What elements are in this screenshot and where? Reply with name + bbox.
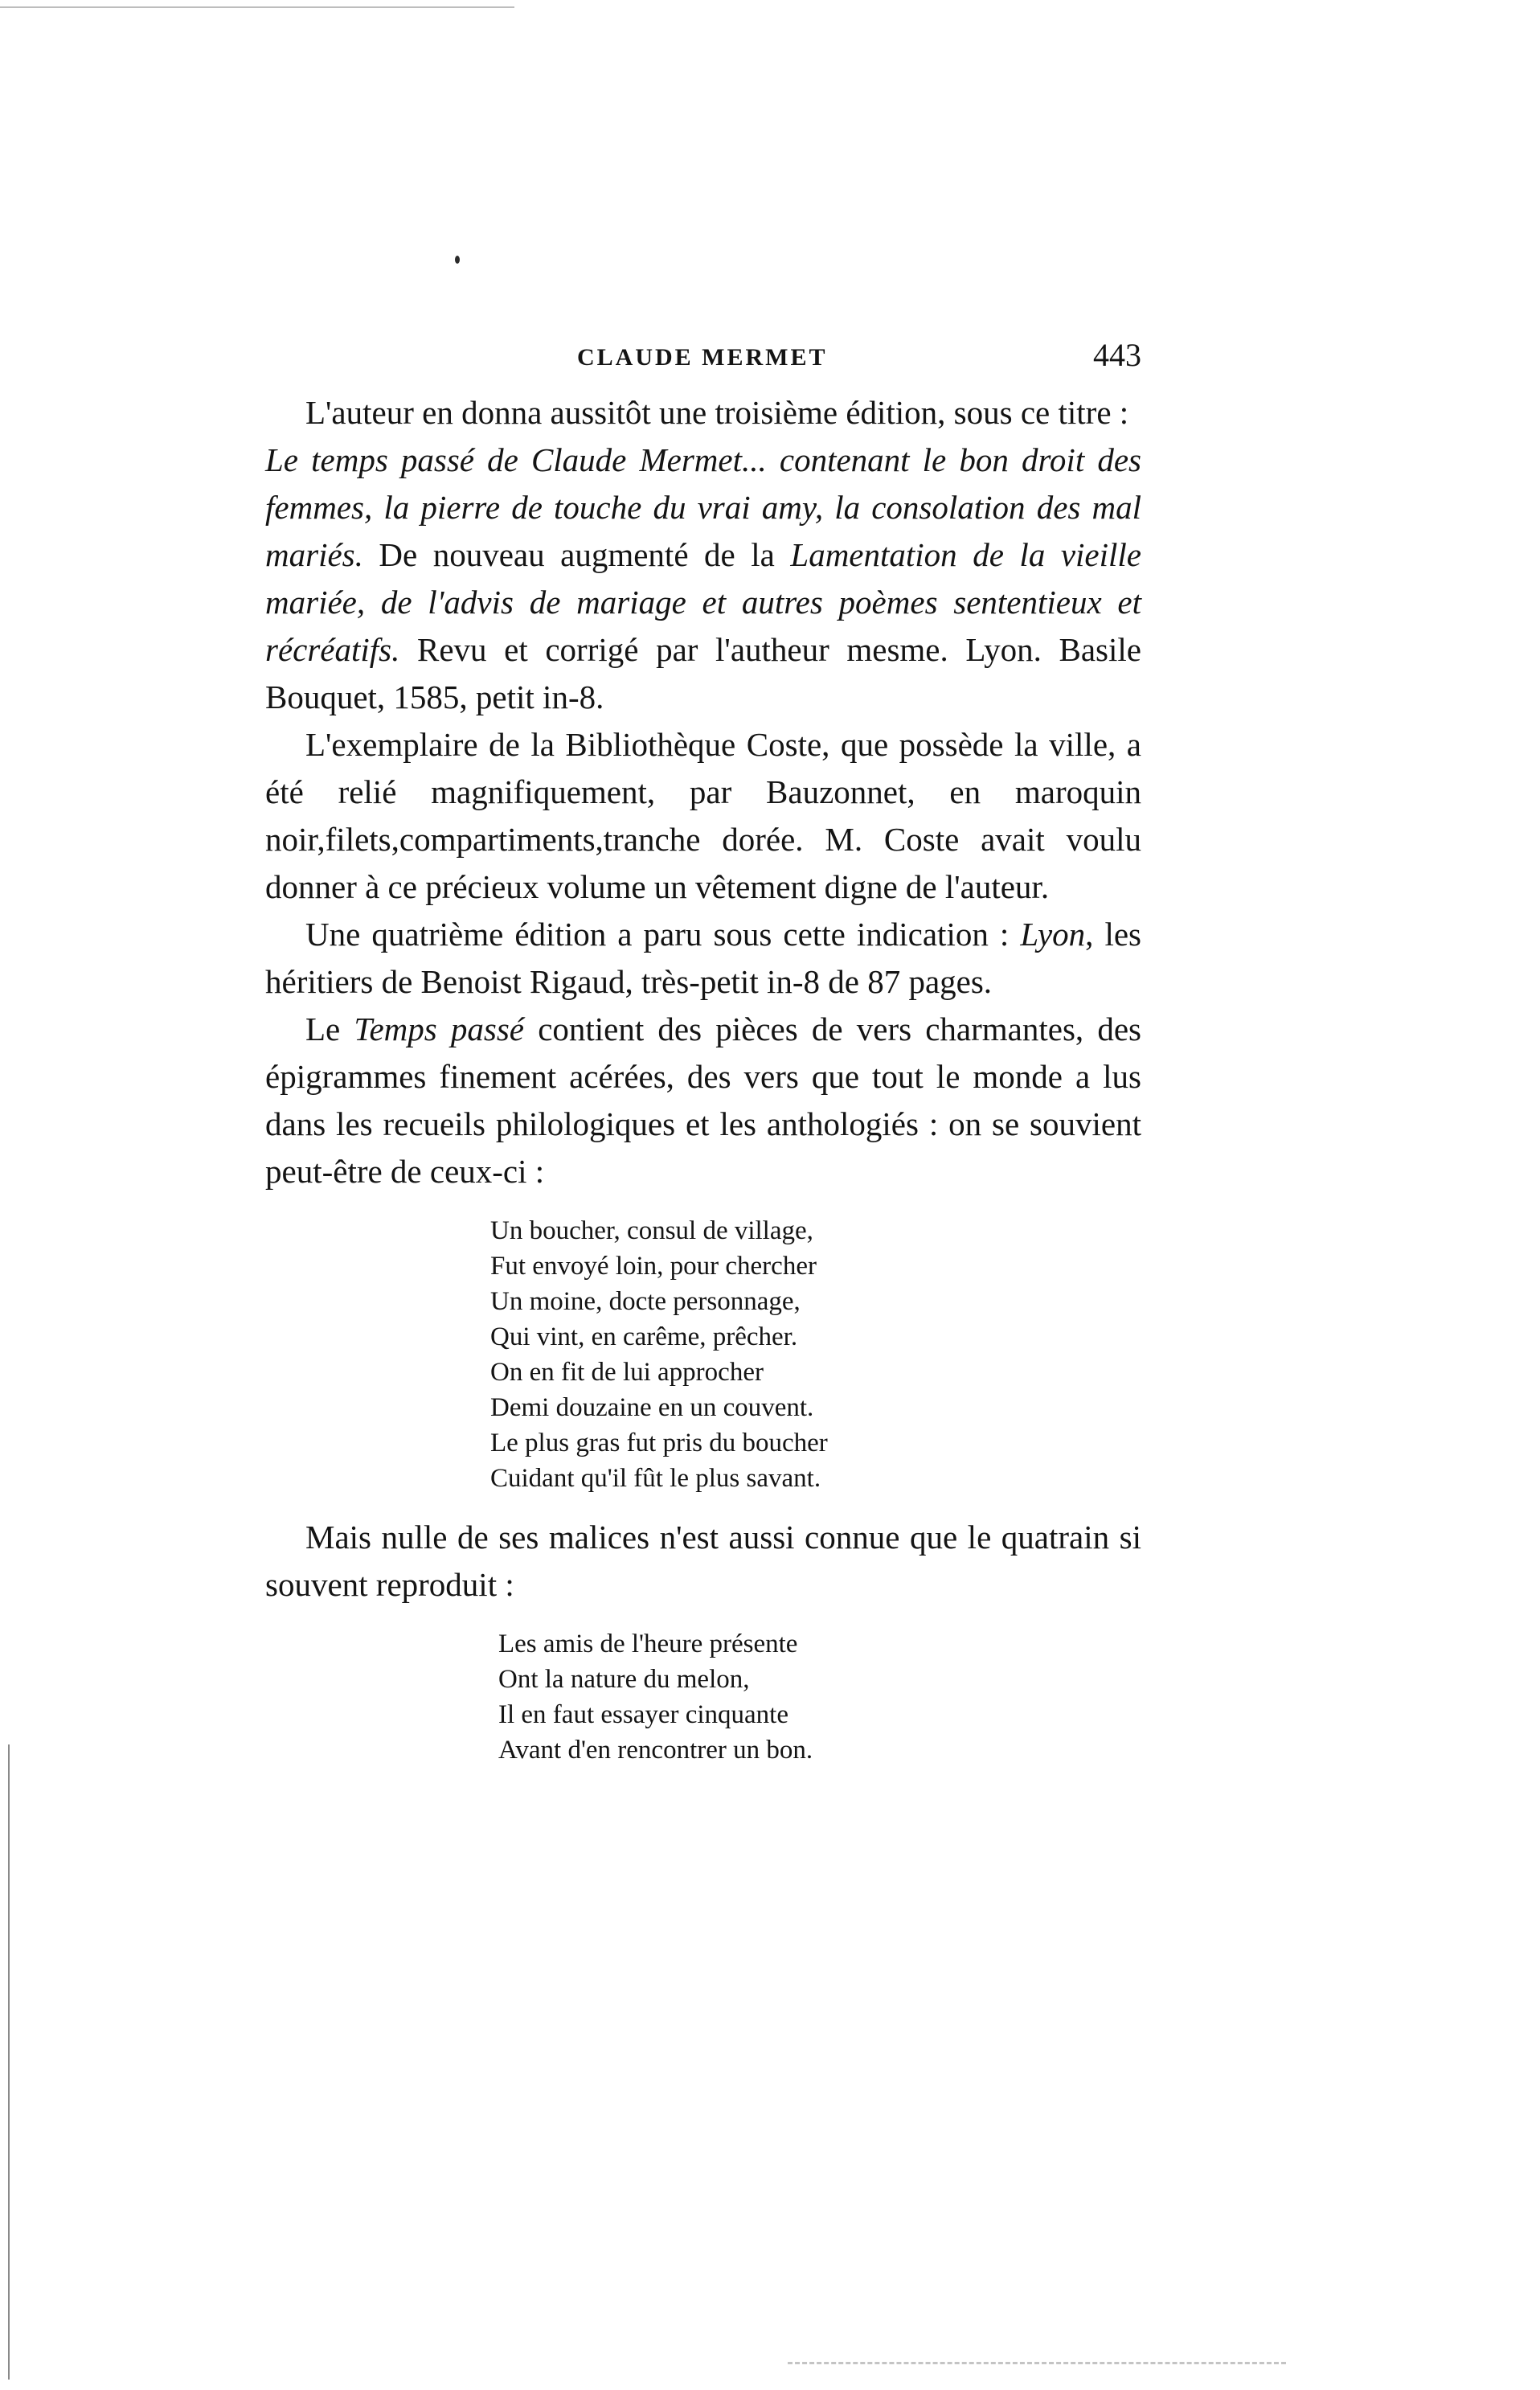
paragraph-2: L'exemplaire de la Bibliothèque Coste, que possède la ville, a été relié magnifiquement, par Bauzonnet, en maroquin noir,filets,compartiments,tranche dorée. M. Coste avait voulu donner à ce précieux volume un vêtement digne de l'auteur. bbox=[265, 726, 1141, 905]
body-text bbox=[265, 389, 1141, 1785]
poem-line: Qui vint, en carême, prêcher. bbox=[490, 1322, 798, 1351]
paragraph-1 bbox=[265, 389, 1141, 721]
paragraph-4-italic: Temps passé bbox=[354, 1011, 525, 1047]
paragraph-1-italic-subtitle: Lamentation de la vieille mariée, de l'advis de mariage et autres poèmes sententieux et récréatifs. bbox=[265, 536, 1141, 668]
poem-line: On en fit de lui approcher bbox=[490, 1358, 764, 1387]
running-head: CLAUDE MERMET bbox=[577, 344, 828, 371]
poem-line: Cuidant qu'il fût le plus savant. bbox=[490, 1464, 821, 1493]
paragraph-1-italic-title: Le temps passé de Claude Mermet... contenant le bon droit des femmes, la pierre de touche du vrai amy, la consolation des mal mariés. bbox=[265, 441, 1141, 573]
page-number: 443 bbox=[1093, 337, 1141, 373]
paragraph-4-text-a: Le bbox=[305, 1011, 354, 1047]
paragraph-4 bbox=[265, 1006, 1141, 1195]
paragraph-3-text-b: , les héritiers de Benoist Rigaud, très-petit in-8 de 87 pages. bbox=[265, 916, 1141, 1000]
paragraph-3 bbox=[265, 911, 1141, 1006]
poem-line: Un boucher, consul de village, bbox=[490, 1216, 813, 1245]
scan-artifact-bottom-rule bbox=[788, 2362, 1286, 2364]
paragraph-1-text-a: L'auteur en donna aussitôt une troisième édition, sous ce titre : bbox=[305, 394, 1129, 431]
quatrain-line: Les amis de l'heure présente bbox=[498, 1630, 798, 1658]
scan-speck bbox=[455, 256, 460, 264]
poem-line: Fut envoyé loin, pour chercher bbox=[490, 1252, 817, 1281]
quatrain-line: Il en faut essayer cinquante bbox=[498, 1700, 789, 1729]
poem-line: Demi douzaine en un couvent. bbox=[490, 1393, 814, 1422]
paragraph-3-text-a: Une quatrième édition a paru sous cette indication : bbox=[305, 916, 1021, 953]
poem-epigram bbox=[490, 1213, 1141, 1496]
paragraph-3-italic: Lyon bbox=[1020, 916, 1086, 953]
poem-quatrain bbox=[498, 1626, 1141, 1768]
page-header bbox=[265, 336, 1141, 384]
poem-line: Le plus gras fut pris du boucher bbox=[490, 1429, 828, 1457]
paragraph-4-text-b: contient des pièces de vers charmantes, des épigrammes finement acérées, des vers que tout le monde a lus dans les recueils philologiques et les anthologiés : on se souvient peut-être de ceux-ci : bbox=[265, 1011, 1141, 1190]
quatrain-line: Avant d'en rencontrer un bon. bbox=[498, 1736, 813, 1765]
quatrain-line: Ont la nature du melon, bbox=[498, 1665, 750, 1694]
paragraph-1-text-c: Revu et corrigé par l'autheur mesme. Lyon. Basile Bouquet, 1585, petit in-8. bbox=[265, 631, 1141, 715]
scan-artifact-top-rule bbox=[0, 6, 514, 8]
poem-line: Un moine, docte personnage, bbox=[490, 1287, 801, 1316]
paragraph-1-text-b: De nouveau augmenté de la bbox=[362, 536, 791, 573]
paragraph-5: Mais nulle de ses malices n'est aussi connue que le quatrain si souvent reproduit : bbox=[265, 1519, 1141, 1603]
scan-artifact-edge-line bbox=[8, 1744, 10, 2380]
